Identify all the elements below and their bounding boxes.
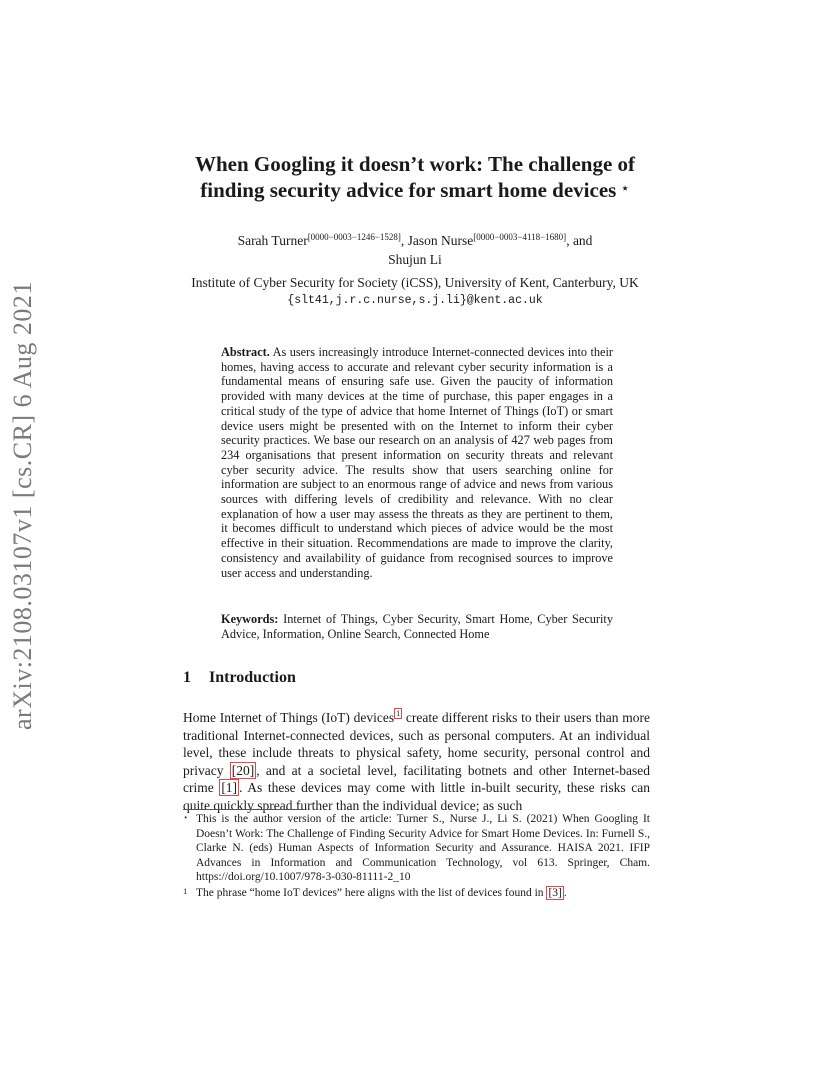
footnote-star <box>183 812 650 885</box>
abstract-label: Abstract. <box>221 345 270 359</box>
title-line-1: When Googling it doesn’t work: The challenge of <box>194 152 636 176</box>
arxiv-side-stamp: arXiv:2108.03107v1 [cs.CR] 6 Aug 2021 <box>8 281 37 730</box>
section-heading <box>183 669 483 687</box>
author-orcid: [0000−0003−4118−1680] <box>473 232 567 242</box>
author-emails: {slt41,j.r.c.nurse,s.j.li}@kent.ac.uk <box>287 294 543 307</box>
footnote-link[interactable]: 1 <box>396 709 401 718</box>
footnote-1 <box>183 886 650 901</box>
keywords-label: Keywords: <box>221 612 279 626</box>
citation-link[interactable]: [3] <box>548 886 562 899</box>
title-line-2: finding security advice for smart home devices <box>200 178 617 202</box>
author-list <box>170 228 660 269</box>
author-name: Jason Nurse <box>407 233 474 248</box>
body-text-segment: create different risks to their users than more traditional Internet-connected devices, such as personal computers. At an individual level, these include threats to physical safety, home security, personal control and privacy <box>183 710 651 778</box>
footnote-mark: 1 <box>183 885 188 896</box>
section-title: Introduction <box>209 669 296 686</box>
affiliation <box>160 275 670 309</box>
body-paragraph <box>183 705 650 814</box>
author-orcid: [0000−0003−1246−1528] <box>307 232 401 242</box>
section-number: 1 <box>183 669 191 686</box>
footnotes <box>183 812 650 901</box>
footnote-text: This is the author version of the article: Turner S., Nurse J., Li S. (2021) When Googling It Doesn’t Work: The Challenge of Finding Security Advice for Smart Home Devices. In: Furnell S., Clarke N. (eds) Human Aspects of Information Security and Assurance. HAISA 2021. IFIP Advances in Information and Communication Technology, vol 613. Springer, Cham. https://doi.org/10.1007/978-3-030-81111-2_10 <box>196 813 650 884</box>
citation-link[interactable]: [20] <box>231 762 255 778</box>
author-separator: , <box>400 233 408 248</box>
body-text-segment: Home Internet of Things (IoT) devices <box>183 710 395 725</box>
footnote-mark: ⋆ <box>183 812 189 822</box>
footnote-text: The phrase “home IoT devices” here aligns with the list of devices found in <box>196 886 547 899</box>
title-footnote-mark: ⋆ <box>620 181 630 197</box>
body-text-segment: , and at a societal level, facilitating botnets and other Internet-based crime <box>183 762 651 795</box>
institution: Institute of Cyber Security for Society (iCSS), University of Kent, Canterbury, UK <box>191 275 639 290</box>
footnote-divider <box>183 809 303 810</box>
keywords-text: Internet of Things, Cyber Security, Smart Home, Cyber Security Advice, Information, Online Search, Connected Home <box>221 612 614 641</box>
citation-link[interactable]: [1] <box>221 780 238 795</box>
keywords <box>221 612 613 641</box>
author-separator: , and <box>566 233 593 248</box>
author-name: Sarah Turner <box>237 233 308 248</box>
body-text-segment: . As these devices may come with little in-built security, these risks can quite quickly spread further than the individual device; as such <box>183 780 650 813</box>
paper-title <box>150 152 680 203</box>
footnote-text: . <box>563 886 567 899</box>
abstract <box>221 345 613 580</box>
abstract-text: As users increasingly introduce Internet-connected devices into their homes, having access to accurate and relevant cyber security information is a fundamental means of ensuring safe use. Given the paucity of information provided with many devices at the time of purchase, this paper engages in a critical study of the type of advice that home Internet of Things (IoT) or smart device users might be presented with on the Internet to inform their cyber security practices. We base our research on an analysis of 427 web pages from 234 organisations that present information on security threats and relevant cyber security advice. The results show that users searching online for information are subject to an enormous range of advice and news from various sources with differing levels of credibility and relevance. With no clear explanation of how a user may assess the threats as they are pertinent to them, it becomes difficult to understand which pieces of advice would be the most effective in their situation. Recommendations are made to improve the clarity, consistency and availability of guidance from recognised sources to improve user access and understanding. <box>221 345 613 580</box>
author-name: Shujun Li <box>388 252 442 267</box>
